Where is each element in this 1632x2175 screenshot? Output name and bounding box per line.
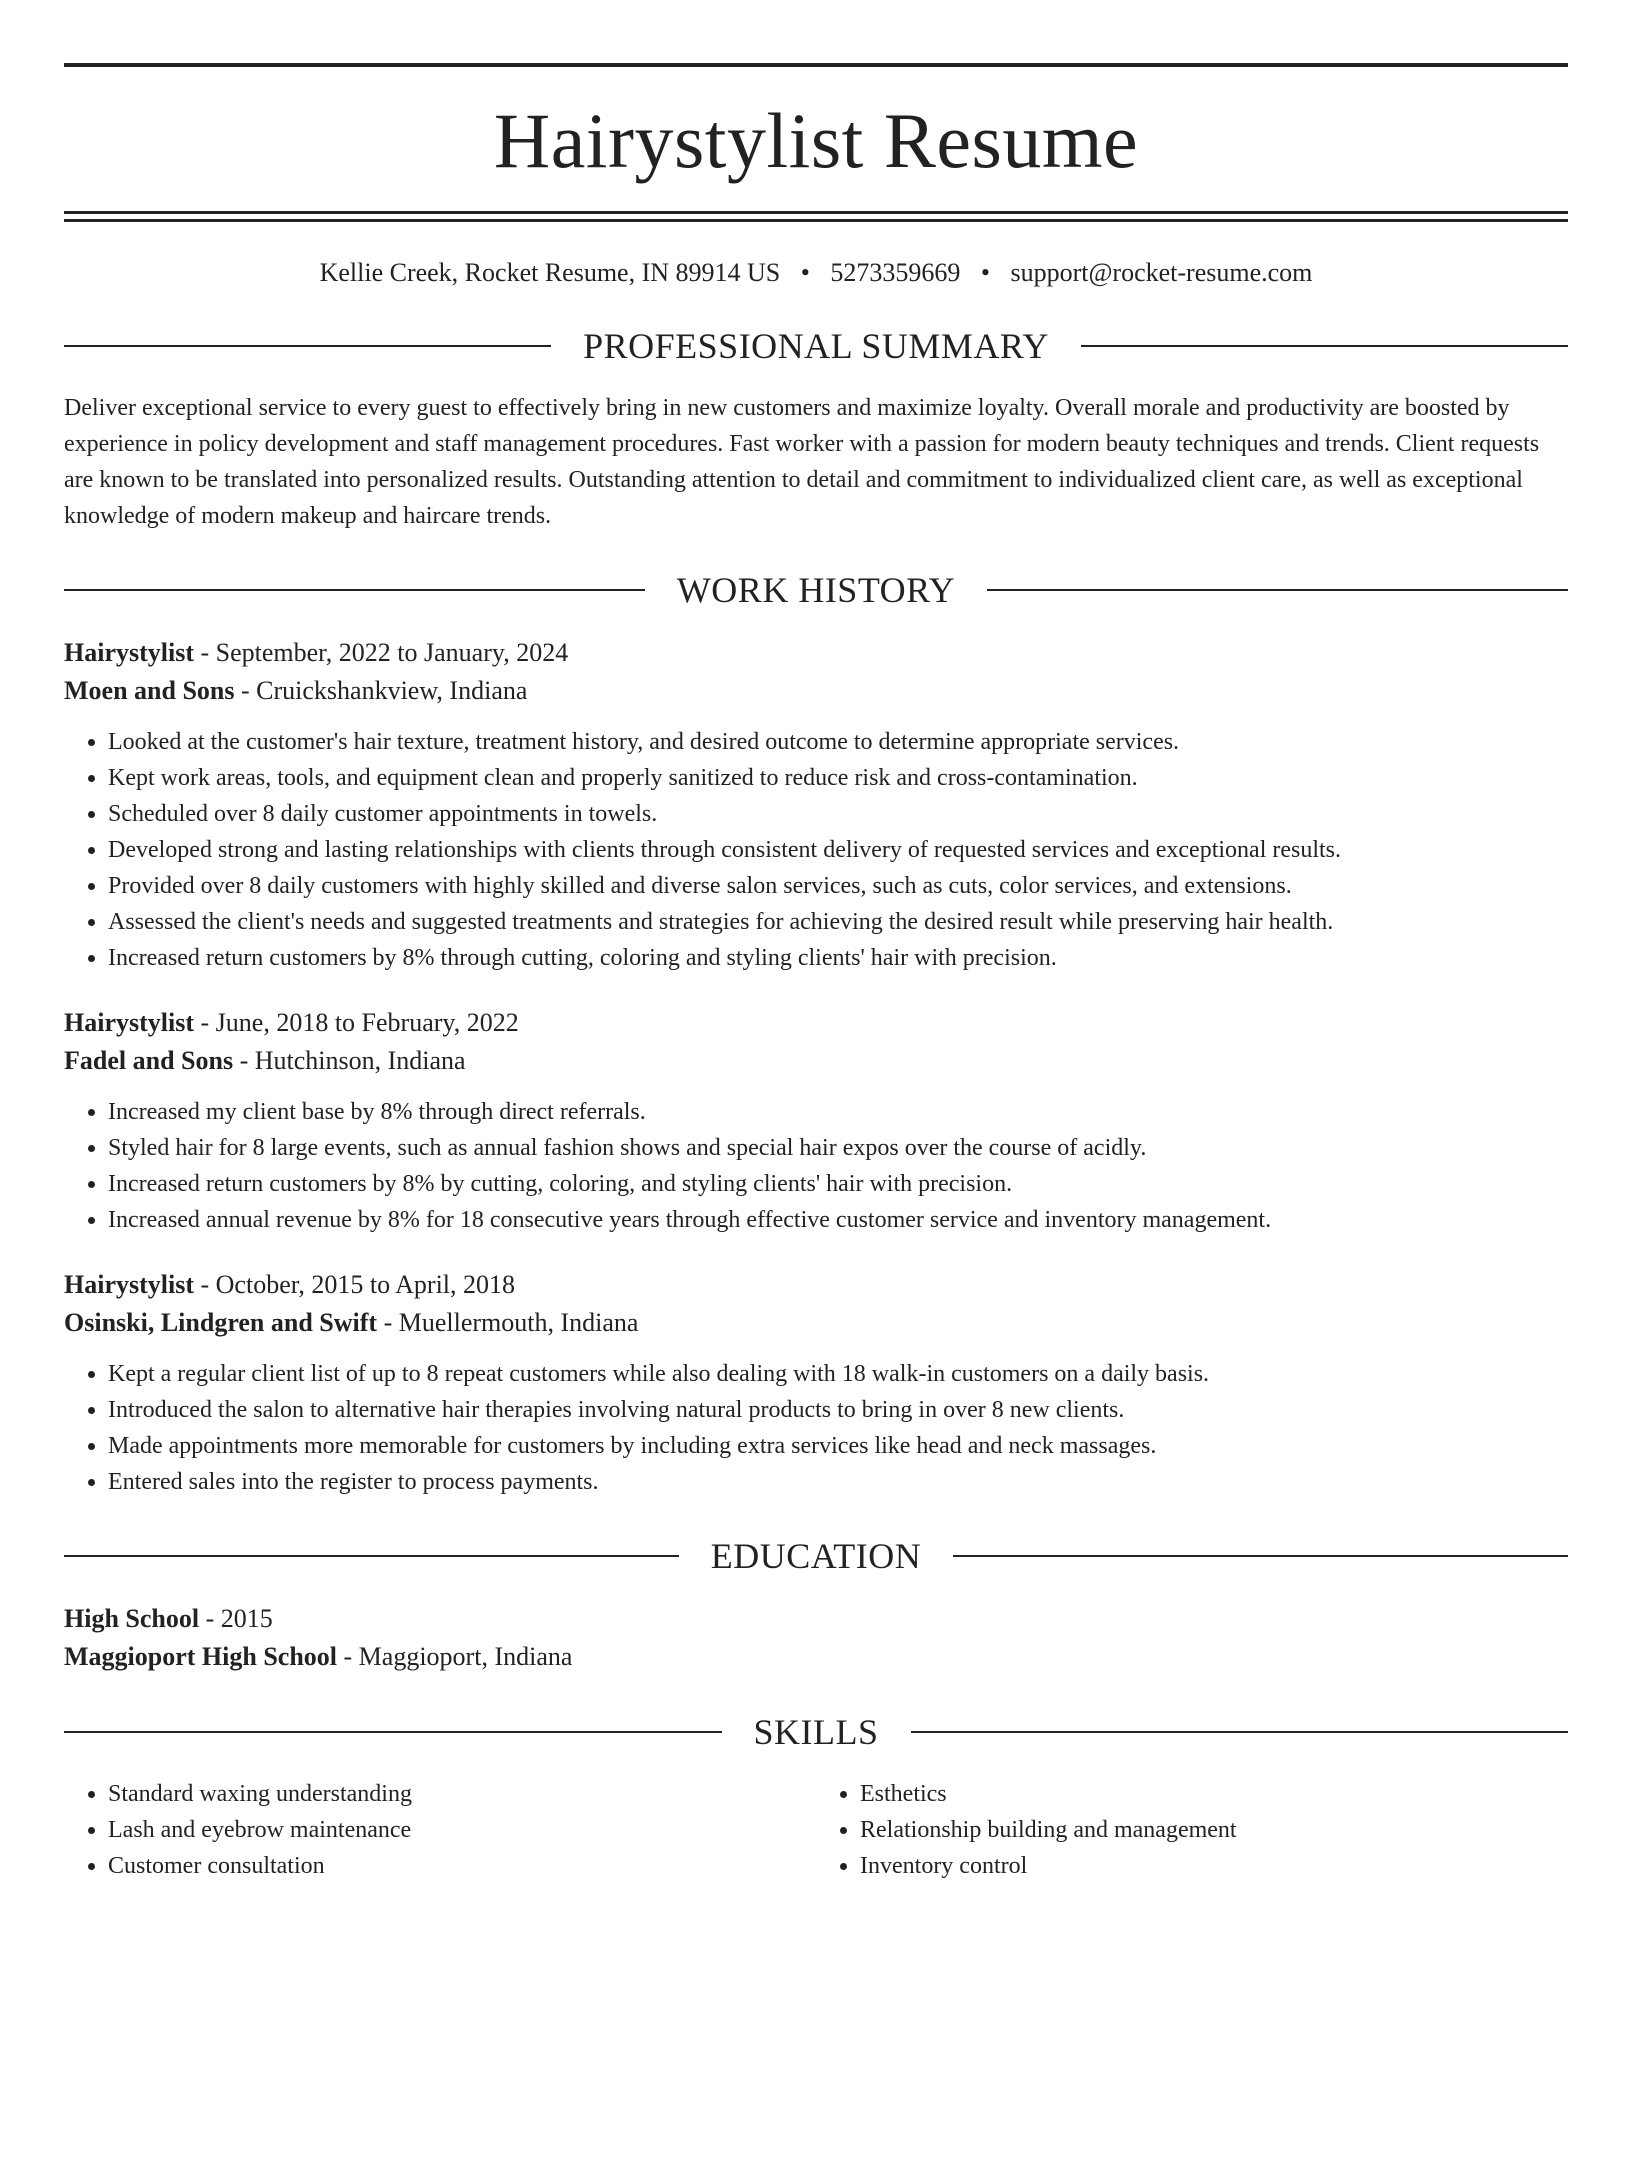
heading-rule-right (1081, 345, 1568, 347)
heading-rule-left (64, 1555, 679, 1557)
list-item: • Looked at the customer's hair texture, treatment history, and desired outcome to determine appropriate services. (108, 724, 1568, 760)
section-heading-work (64, 568, 1568, 612)
contact-separator: • (800, 258, 810, 287)
section-title: PROFESSIONAL SUMMARY (583, 326, 1049, 366)
list-item: • Inventory control (860, 1848, 1568, 1884)
job-company-line (64, 1042, 1568, 1080)
list-item: • Kept a regular client list of up to 8 repeat customers while also dealing with 18 walk-in customers on a daily basis. (108, 1356, 1568, 1392)
list-item: • Assessed the client's needs and suggested treatments and strategies for achieving the desired result while preserving hair health. (108, 904, 1568, 940)
skills-list (64, 1776, 1568, 1884)
contact-email: support@rocket-resume.com (1010, 258, 1313, 287)
education-location: - Maggioport, Indiana (337, 1642, 573, 1671)
job-bullets (64, 1094, 1568, 1238)
job-company: Osinski, Lindgren and Swift (64, 1308, 378, 1337)
skills-column-left (64, 1776, 816, 1884)
contact-address: Kellie Creek, Rocket Resume, IN 89914 US (319, 258, 781, 287)
job-company-line (64, 1304, 1568, 1342)
job-company-line (64, 672, 1568, 710)
job-title-line (64, 1004, 1568, 1042)
education-school-line (64, 1638, 1568, 1676)
list-item: • Styled hair for 8 large events, such as annual fashion shows and special hair expos over the course of acidly. (108, 1130, 1568, 1166)
education-school: Maggioport High School (64, 1642, 338, 1671)
section-heading-skills (64, 1710, 1568, 1754)
contact-phone: 5273359669 (830, 258, 961, 287)
job-title: Hairystylist (64, 1270, 194, 1299)
section-heading-summary (64, 324, 1568, 368)
section-title: SKILLS (753, 1712, 879, 1752)
job-bullets (64, 1356, 1568, 1500)
education-degree: High School (64, 1604, 200, 1633)
job-title-line (64, 634, 1568, 672)
heading-rule-left (64, 1731, 722, 1733)
section-title: EDUCATION (710, 1536, 922, 1576)
job-entry (64, 1004, 1568, 1238)
list-item: • Increased return customers by 8% through cutting, coloring and styling clients' hair with precision. (108, 940, 1568, 976)
job-title: Hairystylist (64, 638, 194, 667)
list-item: • Standard waxing understanding (108, 1776, 816, 1812)
job-dates: - June, 2018 to February, 2022 (194, 1008, 519, 1037)
heading-rule-right (911, 1731, 1569, 1733)
job-location: - Muellermouth, Indiana (377, 1308, 639, 1337)
title-double-rule (64, 211, 1568, 222)
list-item: • Increased annual revenue by 8% for 18 consecutive years through effective customer service and inventory management. (108, 1202, 1568, 1238)
contact-separator: • (980, 258, 990, 287)
contact-line (64, 256, 1568, 290)
list-item: • Scheduled over 8 daily customer appointments in towels. (108, 796, 1568, 832)
section-title: WORK HISTORY (676, 570, 956, 610)
list-item: • Kept work areas, tools, and equipment clean and properly sanitized to reduce risk and cross-contamination. (108, 760, 1568, 796)
resume-title: Hairystylist Resume (493, 97, 1139, 184)
list-item: • Provided over 8 daily customers with highly skilled and diverse salon services, such as cuts, color services, and extensions. (108, 868, 1568, 904)
education-year: - 2015 (199, 1604, 273, 1633)
list-item: • Increased return customers by 8% by cutting, coloring, and styling clients' hair with precision. (108, 1166, 1568, 1202)
education-degree-line (64, 1600, 1568, 1638)
skills-column-right (816, 1776, 1568, 1884)
job-company: Moen and Sons (64, 676, 235, 705)
summary-text: Deliver exceptional service to every guest to effectively bring in new customers and maximize loyalty. Overall morale and productivity are boosted by experience in policy development and staff management procedures. Fast worker with a passion for modern beauty techniques and trends. Client requests are known to be translated into personalized results. Outstanding attention to detail and commitment to individualized client care, as well as exceptional knowledge of modern makeup and haircare trends. (64, 395, 1540, 529)
heading-rule-right (953, 1555, 1568, 1557)
list-item: • Introduced the salon to alternative hair therapies involving natural products to bring in over 8 new clients. (108, 1392, 1568, 1428)
list-item: • Lash and eyebrow maintenance (108, 1812, 816, 1848)
heading-rule-right (987, 589, 1568, 591)
list-item: • Esthetics (860, 1776, 1568, 1812)
list-item: • Made appointments more memorable for customers by including extra services like head and neck massages. (108, 1428, 1568, 1464)
heading-rule-left (64, 345, 551, 347)
list-item: • Entered sales into the register to process payments. (108, 1464, 1568, 1500)
list-item: • Developed strong and lasting relationships with clients through consistent delivery of requested services and exceptional results. (108, 832, 1568, 868)
job-entry (64, 634, 1568, 976)
list-item: • Customer consultation (108, 1848, 816, 1884)
heading-rule-left (64, 589, 645, 591)
job-location: - Cruickshankview, Indiana (234, 676, 528, 705)
job-bullets (64, 724, 1568, 976)
job-company: Fadel and Sons (64, 1046, 234, 1075)
list-item: • Increased my client base by 8% through direct referrals. (108, 1094, 1568, 1130)
education-entry (64, 1600, 1568, 1676)
job-dates: - September, 2022 to January, 2024 (194, 638, 569, 667)
section-heading-education (64, 1534, 1568, 1578)
job-entry (64, 1266, 1568, 1500)
job-title: Hairystylist (64, 1008, 194, 1037)
resume-page (0, 63, 1632, 2175)
job-dates: - October, 2015 to April, 2018 (194, 1270, 516, 1299)
list-item: • Relationship building and management (860, 1812, 1568, 1848)
job-title-line (64, 1266, 1568, 1304)
job-location: - Hutchinson, Indiana (233, 1046, 466, 1075)
top-rule (64, 63, 1568, 67)
